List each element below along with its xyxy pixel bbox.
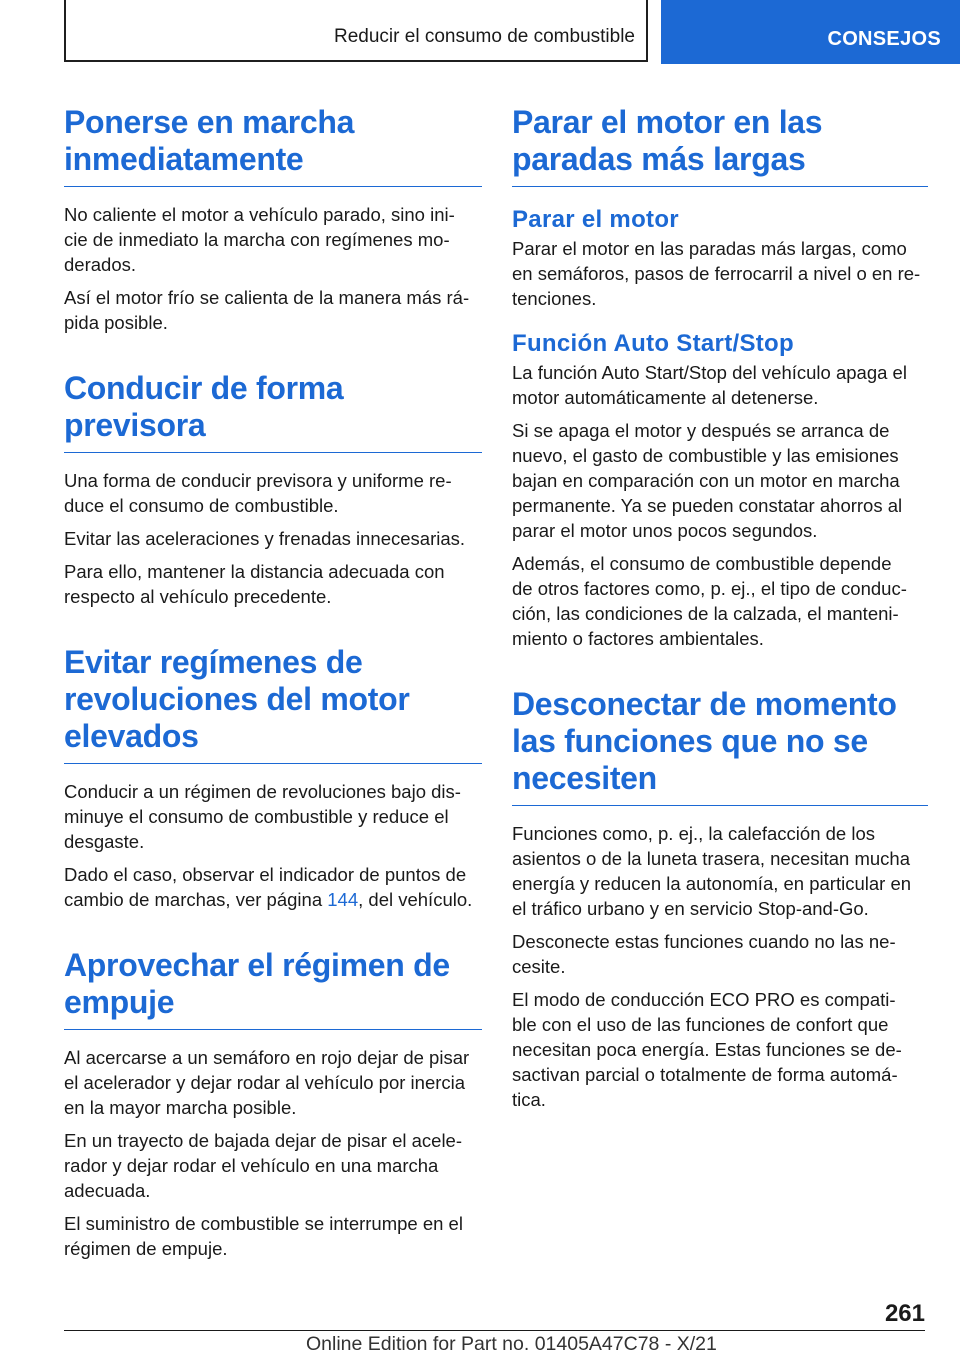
left-column — [64, 104, 482, 1261]
section-heading: Parar el motor en las paradas más largas — [512, 104, 928, 187]
paragraph: El suministro de combustible se interrumpe en el régimen de empuje. — [64, 1213, 463, 1259]
paragraph: Conducir a un régimen de revoluciones bajo dis‐ minuye el consumo de combustible y reduce el desgaste. — [64, 781, 461, 852]
paragraph: No caliente el motor a vehículo parado, sino ini‐ cie de inmediato la marcha con regímenes mo‐ derados. — [64, 204, 455, 275]
paragraph: Dado el caso, observar el indicador de puntos de cambio de marchas, ver página 144, del vehículo. — [64, 864, 473, 910]
subsection-heading: Función Auto Start/Stop — [512, 330, 794, 357]
paragraph: El modo de conducción ECO PRO es compati‐ ble con el uso de las funciones de confort que necesitan poca energía. Estas funciones se de‐ sactivan parcial o totalmente de forma automá‐ tica. — [512, 989, 902, 1110]
section-ponerse-en-marcha — [64, 104, 482, 335]
chapter-title: Reducir el consumo de combustible — [334, 26, 635, 47]
paragraph: Si se apaga el motor y después se arranca de nuevo, el gasto de combustible y las emisiones bajan en comparación con un motor en marcha permanente. Ya se pueden constatar ahorros al parar el motor unos pocos segundos. — [512, 420, 903, 541]
paragraph: Una forma de conducir previsora y uniforme re‐ duce el consumo de combustible. — [64, 470, 452, 516]
paragraph: Así el motor frío se calienta de la manera más rá‐ pida posible. — [64, 287, 470, 333]
page-number: 261 — [884, 1300, 925, 1327]
paragraph: Funciones como, p. ej., la calefacción de los asientos o de la luneta trasera, necesitan mucha energía y reducen la autonomía, en particular en el tráfico urbano y en servicio Stop-and-Go. — [512, 823, 912, 919]
section-aprovechar-empuje — [64, 947, 482, 1261]
paragraph: En un trayecto de bajada dejar de pisar el acele‐ rador y dejar rodar el vehículo en una marcha adecuada. — [64, 1130, 463, 1201]
paragraph: Evitar las aceleraciones y frenadas innecesarias. — [64, 528, 466, 549]
section-heading: Ponerse en marcha inmediatamente — [64, 104, 482, 187]
page-reference-link[interactable]: 144 — [327, 889, 359, 910]
footer-edition-text: Online Edition for Part no. 01405A47C78 - X/21 — [306, 1333, 717, 1355]
right-column — [512, 104, 928, 1112]
subsection-heading: Parar el motor — [512, 206, 679, 233]
section-heading: Aprovechar el régimen de empuje — [64, 947, 482, 1030]
section-heading: Desconectar de momento las funciones que no se necesiten — [512, 686, 928, 806]
paragraph: Desconecte estas funciones cuando no las ne‐ cesite. — [512, 931, 896, 977]
paragraph: Además, el consumo de combustible depende de otros factores como, p. ej., el tipo de conduc‐ ción, las condiciones de la calzada, el manteni‐ miento o factores ambientales. — [512, 553, 907, 649]
section-tab-label[interactable]: CONSEJOS — [827, 28, 941, 50]
section-heading: Conducir de forma previsora — [64, 370, 482, 453]
footer-divider — [64, 1330, 925, 1331]
section-conducir-previsora — [64, 370, 482, 609]
section-heading: Evitar regímenes de revoluciones del motor elevados — [64, 644, 482, 764]
section-parar-motor — [512, 104, 928, 651]
paragraph: Parar el motor en las paradas más largas, como en semáforos, pasos de ferrocarril a nivel o en re‐ tenciones. — [512, 238, 921, 309]
paragraph: Para ello, mantener la distancia adecuada con respecto al vehículo precedente. — [64, 561, 445, 607]
section-evitar-regimenes — [64, 644, 482, 912]
paragraph: La función Auto Start/Stop del vehículo apaga el motor automáticamente al detenerse. — [512, 362, 907, 408]
paragraph: Al acercarse a un semáforo en rojo dejar de pisar el acelerador y dejar rodar al vehículo por inercia en la mayor marcha posible. — [64, 1047, 470, 1118]
section-desconectar-funciones — [512, 686, 928, 1112]
